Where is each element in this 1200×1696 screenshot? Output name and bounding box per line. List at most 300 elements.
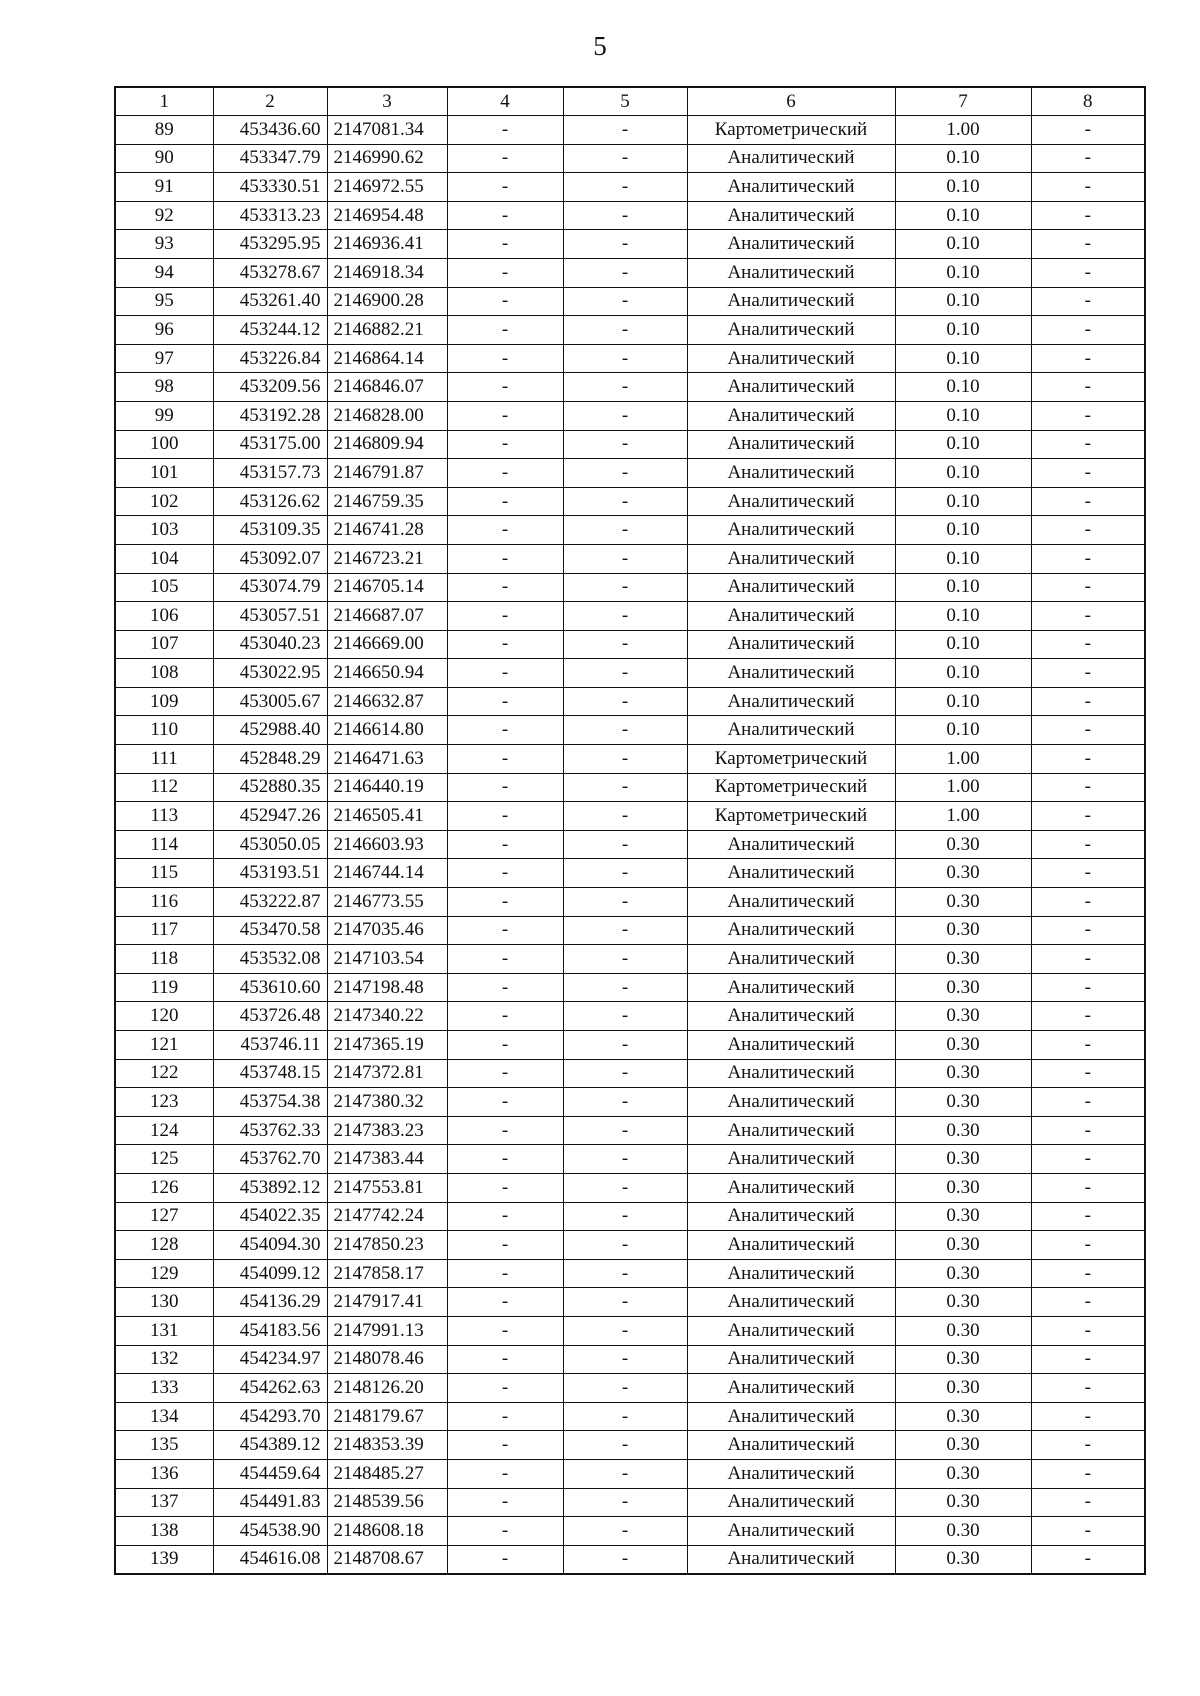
column-5-cell: - <box>563 1402 687 1431</box>
coordinate-y-cell: 2146828.00 <box>327 401 447 430</box>
coordinate-x-cell: 453330.51 <box>213 173 327 202</box>
column-5-cell: - <box>563 1116 687 1145</box>
table-row <box>115 1517 1145 1546</box>
coordinate-x-cell: 453175.00 <box>213 430 327 459</box>
accuracy-cell: 0.10 <box>895 344 1031 373</box>
point-number-cell: 100 <box>115 430 213 459</box>
coordinate-y-cell: 2146614.80 <box>327 716 447 745</box>
coordinate-x-cell: 454389.12 <box>213 1431 327 1460</box>
method-cell: Аналитический <box>687 1545 895 1574</box>
column-4-cell: - <box>447 1517 563 1546</box>
method-cell: Аналитический <box>687 201 895 230</box>
column-5-cell: - <box>563 1173 687 1202</box>
column-4-cell: - <box>447 859 563 888</box>
column-4-cell: - <box>447 430 563 459</box>
column-8-cell: - <box>1031 973 1145 1002</box>
table-row <box>115 1002 1145 1031</box>
table-row <box>115 516 1145 545</box>
table-row <box>115 945 1145 974</box>
coordinate-x-cell: 453278.67 <box>213 258 327 287</box>
method-cell: Аналитический <box>687 1059 895 1088</box>
column-4-cell: - <box>447 888 563 917</box>
column-4-cell: - <box>447 373 563 402</box>
coordinates-table <box>114 86 1146 1575</box>
accuracy-cell: 0.30 <box>895 888 1031 917</box>
accuracy-cell: 0.30 <box>895 1002 1031 1031</box>
column-5-cell: - <box>563 258 687 287</box>
coordinate-x-cell: 453074.79 <box>213 573 327 602</box>
coordinate-x-cell: 453748.15 <box>213 1059 327 1088</box>
column-8-cell: - <box>1031 544 1145 573</box>
method-cell: Аналитический <box>687 859 895 888</box>
column-4-cell: - <box>447 1459 563 1488</box>
column-8-cell: - <box>1031 1202 1145 1231</box>
table-row <box>115 802 1145 831</box>
table-row <box>115 430 1145 459</box>
column-8-cell: - <box>1031 1145 1145 1174</box>
accuracy-cell: 1.00 <box>895 116 1031 145</box>
table-row <box>115 230 1145 259</box>
accuracy-cell: 0.30 <box>895 1145 1031 1174</box>
method-cell: Аналитический <box>687 1116 895 1145</box>
point-number-cell: 138 <box>115 1517 213 1546</box>
column-header: 1 <box>115 87 213 116</box>
column-4-cell: - <box>447 1002 563 1031</box>
column-4-cell: - <box>447 516 563 545</box>
column-5-cell: - <box>563 1202 687 1231</box>
coordinate-y-cell: 2146440.19 <box>327 773 447 802</box>
coordinate-x-cell: 452848.29 <box>213 745 327 774</box>
coordinate-y-cell: 2147372.81 <box>327 1059 447 1088</box>
column-header: 7 <box>895 87 1031 116</box>
column-4-cell: - <box>447 1173 563 1202</box>
column-5-cell: - <box>563 1059 687 1088</box>
accuracy-cell: 0.10 <box>895 258 1031 287</box>
accuracy-cell: 0.10 <box>895 516 1031 545</box>
point-number-cell: 123 <box>115 1088 213 1117</box>
method-cell: Аналитический <box>687 1316 895 1345</box>
table-row <box>115 1459 1145 1488</box>
coordinate-y-cell: 2147380.32 <box>327 1088 447 1117</box>
column-4-cell: - <box>447 144 563 173</box>
table-row <box>115 830 1145 859</box>
table-row <box>115 973 1145 1002</box>
point-number-cell: 133 <box>115 1374 213 1403</box>
coordinate-y-cell: 2146918.34 <box>327 258 447 287</box>
point-number-cell: 122 <box>115 1059 213 1088</box>
column-4-cell: - <box>447 687 563 716</box>
column-8-cell: - <box>1031 1402 1145 1431</box>
table-row <box>115 1345 1145 1374</box>
accuracy-cell: 0.30 <box>895 1202 1031 1231</box>
column-4-cell: - <box>447 830 563 859</box>
coordinate-y-cell: 2146809.94 <box>327 430 447 459</box>
column-5-cell: - <box>563 116 687 145</box>
table-row <box>115 745 1145 774</box>
coordinate-y-cell: 2147365.19 <box>327 1031 447 1060</box>
accuracy-cell: 0.10 <box>895 173 1031 202</box>
column-4-cell: - <box>447 1431 563 1460</box>
column-8-cell: - <box>1031 1431 1145 1460</box>
method-cell: Аналитический <box>687 344 895 373</box>
coordinate-y-cell: 2148485.27 <box>327 1459 447 1488</box>
column-4-cell: - <box>447 459 563 488</box>
column-8-cell: - <box>1031 1059 1145 1088</box>
point-number-cell: 128 <box>115 1231 213 1260</box>
column-4-cell: - <box>447 602 563 631</box>
column-8-cell: - <box>1031 258 1145 287</box>
table-row <box>115 1145 1145 1174</box>
column-4-cell: - <box>447 745 563 774</box>
column-8-cell: - <box>1031 1002 1145 1031</box>
column-8-cell: - <box>1031 1173 1145 1202</box>
accuracy-cell: 1.00 <box>895 802 1031 831</box>
column-8-cell: - <box>1031 401 1145 430</box>
column-8-cell: - <box>1031 144 1145 173</box>
coordinate-x-cell: 453470.58 <box>213 916 327 945</box>
coordinate-y-cell: 2147858.17 <box>327 1259 447 1288</box>
method-cell: Аналитический <box>687 1259 895 1288</box>
method-cell: Аналитический <box>687 1517 895 1546</box>
method-cell: Аналитический <box>687 1202 895 1231</box>
method-cell: Аналитический <box>687 401 895 430</box>
accuracy-cell: 0.10 <box>895 401 1031 430</box>
table-row <box>115 773 1145 802</box>
column-5-cell: - <box>563 373 687 402</box>
accuracy-cell: 0.30 <box>895 1288 1031 1317</box>
column-8-cell: - <box>1031 230 1145 259</box>
point-number-cell: 136 <box>115 1459 213 1488</box>
column-8-cell: - <box>1031 1288 1145 1317</box>
coordinate-y-cell: 2146744.14 <box>327 859 447 888</box>
coordinate-x-cell: 453209.56 <box>213 373 327 402</box>
coordinate-x-cell: 454262.63 <box>213 1374 327 1403</box>
method-cell: Аналитический <box>687 602 895 631</box>
coordinate-x-cell: 454183.56 <box>213 1316 327 1345</box>
coordinate-x-cell: 453532.08 <box>213 945 327 974</box>
coordinate-x-cell: 453610.60 <box>213 973 327 1002</box>
accuracy-cell: 0.10 <box>895 630 1031 659</box>
point-number-cell: 112 <box>115 773 213 802</box>
column-4-cell: - <box>447 973 563 1002</box>
coordinate-x-cell: 453762.70 <box>213 1145 327 1174</box>
coordinate-x-cell: 453746.11 <box>213 1031 327 1060</box>
column-5-cell: - <box>563 287 687 316</box>
column-4-cell: - <box>447 659 563 688</box>
point-number-cell: 94 <box>115 258 213 287</box>
method-cell: Аналитический <box>687 1031 895 1060</box>
table-row <box>115 144 1145 173</box>
accuracy-cell: 0.10 <box>895 544 1031 573</box>
coordinate-y-cell: 2147742.24 <box>327 1202 447 1231</box>
coordinate-y-cell: 2146882.21 <box>327 316 447 345</box>
coordinate-y-cell: 2147081.34 <box>327 116 447 145</box>
coordinate-y-cell: 2146603.93 <box>327 830 447 859</box>
column-4-cell: - <box>447 716 563 745</box>
coordinate-x-cell: 453109.35 <box>213 516 327 545</box>
method-cell: Аналитический <box>687 544 895 573</box>
column-4-cell: - <box>447 1116 563 1145</box>
column-4-cell: - <box>447 945 563 974</box>
accuracy-cell: 0.30 <box>895 1259 1031 1288</box>
column-5-cell: - <box>563 1231 687 1260</box>
column-5-cell: - <box>563 1545 687 1574</box>
accuracy-cell: 0.10 <box>895 487 1031 516</box>
method-cell: Аналитический <box>687 1002 895 1031</box>
accuracy-cell: 0.30 <box>895 1374 1031 1403</box>
point-number-cell: 125 <box>115 1145 213 1174</box>
column-5-cell: - <box>563 973 687 1002</box>
column-8-cell: - <box>1031 1031 1145 1060</box>
column-8-cell: - <box>1031 802 1145 831</box>
table-row <box>115 1488 1145 1517</box>
column-5-cell: - <box>563 459 687 488</box>
column-5-cell: - <box>563 630 687 659</box>
method-cell: Аналитический <box>687 373 895 402</box>
coordinate-y-cell: 2146791.87 <box>327 459 447 488</box>
accuracy-cell: 0.30 <box>895 859 1031 888</box>
column-8-cell: - <box>1031 945 1145 974</box>
column-4-cell: - <box>447 116 563 145</box>
table-row <box>115 487 1145 516</box>
coordinate-x-cell: 453313.23 <box>213 201 327 230</box>
coordinate-y-cell: 2146687.07 <box>327 602 447 631</box>
point-number-cell: 120 <box>115 1002 213 1031</box>
coordinate-y-cell: 2148126.20 <box>327 1374 447 1403</box>
method-cell: Аналитический <box>687 659 895 688</box>
coordinate-y-cell: 2146723.21 <box>327 544 447 573</box>
table-row <box>115 1202 1145 1231</box>
method-cell: Аналитический <box>687 287 895 316</box>
table-row <box>115 258 1145 287</box>
column-5-cell: - <box>563 430 687 459</box>
method-cell: Аналитический <box>687 888 895 917</box>
table-row <box>115 859 1145 888</box>
method-cell: Аналитический <box>687 173 895 202</box>
accuracy-cell: 0.30 <box>895 1545 1031 1574</box>
table-row <box>115 1374 1145 1403</box>
column-8-cell: - <box>1031 1231 1145 1260</box>
point-number-cell: 127 <box>115 1202 213 1231</box>
table-row <box>115 344 1145 373</box>
coordinate-y-cell: 2146864.14 <box>327 344 447 373</box>
method-cell: Картометрический <box>687 773 895 802</box>
coordinate-y-cell: 2146936.41 <box>327 230 447 259</box>
coordinate-x-cell: 453244.12 <box>213 316 327 345</box>
coordinate-x-cell: 453022.95 <box>213 659 327 688</box>
accuracy-cell: 0.30 <box>895 1459 1031 1488</box>
method-cell: Аналитический <box>687 916 895 945</box>
table-row <box>115 1259 1145 1288</box>
point-number-cell: 116 <box>115 888 213 917</box>
point-number-cell: 109 <box>115 687 213 716</box>
method-cell: Аналитический <box>687 630 895 659</box>
column-4-cell: - <box>447 1402 563 1431</box>
column-5-cell: - <box>563 773 687 802</box>
point-number-cell: 102 <box>115 487 213 516</box>
coordinate-x-cell: 453222.87 <box>213 888 327 917</box>
accuracy-cell: 0.10 <box>895 602 1031 631</box>
coordinate-x-cell: 453192.28 <box>213 401 327 430</box>
column-5-cell: - <box>563 802 687 831</box>
table-row <box>115 1031 1145 1060</box>
accuracy-cell: 0.10 <box>895 373 1031 402</box>
coordinate-y-cell: 2147553.81 <box>327 1173 447 1202</box>
point-number-cell: 114 <box>115 830 213 859</box>
column-5-cell: - <box>563 316 687 345</box>
accuracy-cell: 0.10 <box>895 287 1031 316</box>
coordinate-y-cell: 2147198.48 <box>327 973 447 1002</box>
accuracy-cell: 0.30 <box>895 916 1031 945</box>
coordinate-y-cell: 2147917.41 <box>327 1288 447 1317</box>
column-8-cell: - <box>1031 602 1145 631</box>
column-5-cell: - <box>563 888 687 917</box>
column-5-cell: - <box>563 1031 687 1060</box>
column-4-cell: - <box>447 173 563 202</box>
accuracy-cell: 0.10 <box>895 144 1031 173</box>
coordinate-x-cell: 453762.33 <box>213 1116 327 1145</box>
accuracy-cell: 0.30 <box>895 945 1031 974</box>
coordinate-y-cell: 2146471.63 <box>327 745 447 774</box>
coordinate-x-cell: 453261.40 <box>213 287 327 316</box>
column-8-cell: - <box>1031 516 1145 545</box>
point-number-cell: 91 <box>115 173 213 202</box>
column-4-cell: - <box>447 1288 563 1317</box>
column-8-cell: - <box>1031 173 1145 202</box>
column-8-cell: - <box>1031 1116 1145 1145</box>
point-number-cell: 101 <box>115 459 213 488</box>
column-5-cell: - <box>563 602 687 631</box>
coordinate-y-cell: 2147850.23 <box>327 1231 447 1260</box>
accuracy-cell: 0.30 <box>895 1116 1031 1145</box>
method-cell: Аналитический <box>687 945 895 974</box>
method-cell: Аналитический <box>687 459 895 488</box>
method-cell: Аналитический <box>687 1488 895 1517</box>
table-row <box>115 1431 1145 1460</box>
coordinate-y-cell: 2146741.28 <box>327 516 447 545</box>
point-number-cell: 95 <box>115 287 213 316</box>
column-8-cell: - <box>1031 630 1145 659</box>
point-number-cell: 137 <box>115 1488 213 1517</box>
table-row <box>115 602 1145 631</box>
point-number-cell: 129 <box>115 1259 213 1288</box>
column-4-cell: - <box>447 1488 563 1517</box>
point-number-cell: 118 <box>115 945 213 974</box>
coordinate-y-cell: 2146954.48 <box>327 201 447 230</box>
accuracy-cell: 0.10 <box>895 430 1031 459</box>
coordinate-y-cell: 2148539.56 <box>327 1488 447 1517</box>
coordinate-y-cell: 2146669.00 <box>327 630 447 659</box>
accuracy-cell: 0.10 <box>895 573 1031 602</box>
column-5-cell: - <box>563 830 687 859</box>
accuracy-cell: 0.10 <box>895 230 1031 259</box>
column-5-cell: - <box>563 1459 687 1488</box>
point-number-cell: 110 <box>115 716 213 745</box>
column-4-cell: - <box>447 1345 563 1374</box>
table-row <box>115 1059 1145 1088</box>
method-cell: Аналитический <box>687 516 895 545</box>
column-4-cell: - <box>447 802 563 831</box>
column-4-cell: - <box>447 1545 563 1574</box>
column-4-cell: - <box>447 1031 563 1060</box>
table-row <box>115 888 1145 917</box>
method-cell: Аналитический <box>687 1345 895 1374</box>
column-5-cell: - <box>563 230 687 259</box>
column-4-cell: - <box>447 1088 563 1117</box>
coordinate-x-cell: 453040.23 <box>213 630 327 659</box>
column-8-cell: - <box>1031 888 1145 917</box>
column-8-cell: - <box>1031 287 1145 316</box>
column-header: 3 <box>327 87 447 116</box>
column-header: 8 <box>1031 87 1145 116</box>
table-row <box>115 373 1145 402</box>
column-8-cell: - <box>1031 1459 1145 1488</box>
method-cell: Картометрический <box>687 116 895 145</box>
table-row <box>115 316 1145 345</box>
column-5-cell: - <box>563 1145 687 1174</box>
point-number-cell: 113 <box>115 802 213 831</box>
table-row <box>115 116 1145 145</box>
column-4-cell: - <box>447 1202 563 1231</box>
accuracy-cell: 0.30 <box>895 1231 1031 1260</box>
column-4-cell: - <box>447 916 563 945</box>
column-4-cell: - <box>447 230 563 259</box>
coordinate-y-cell: 2146505.41 <box>327 802 447 831</box>
coordinate-y-cell: 2146972.55 <box>327 173 447 202</box>
accuracy-cell: 0.10 <box>895 459 1031 488</box>
table-row <box>115 716 1145 745</box>
point-number-cell: 107 <box>115 630 213 659</box>
table-row <box>115 1088 1145 1117</box>
accuracy-cell: 0.30 <box>895 1059 1031 1088</box>
column-8-cell: - <box>1031 430 1145 459</box>
table-row <box>115 1231 1145 1260</box>
column-8-cell: - <box>1031 116 1145 145</box>
column-4-cell: - <box>447 1374 563 1403</box>
column-5-cell: - <box>563 573 687 602</box>
accuracy-cell: 0.30 <box>895 830 1031 859</box>
point-number-cell: 106 <box>115 602 213 631</box>
accuracy-cell: 0.30 <box>895 1316 1031 1345</box>
coordinate-x-cell: 454459.64 <box>213 1459 327 1488</box>
method-cell: Аналитический <box>687 973 895 1002</box>
coordinate-y-cell: 2147340.22 <box>327 1002 447 1031</box>
method-cell: Аналитический <box>687 258 895 287</box>
column-8-cell: - <box>1031 316 1145 345</box>
coordinate-y-cell: 2147103.54 <box>327 945 447 974</box>
method-cell: Аналитический <box>687 1459 895 1488</box>
coordinate-x-cell: 454022.35 <box>213 1202 327 1231</box>
method-cell: Аналитический <box>687 316 895 345</box>
coordinate-y-cell: 2146846.07 <box>327 373 447 402</box>
column-4-cell: - <box>447 544 563 573</box>
coordinate-y-cell: 2147035.46 <box>327 916 447 945</box>
coordinate-y-cell: 2147383.23 <box>327 1116 447 1145</box>
column-8-cell: - <box>1031 459 1145 488</box>
point-number-cell: 98 <box>115 373 213 402</box>
coordinate-y-cell: 2146759.35 <box>327 487 447 516</box>
table-row <box>115 659 1145 688</box>
column-5-cell: - <box>563 1374 687 1403</box>
column-8-cell: - <box>1031 344 1145 373</box>
column-8-cell: - <box>1031 716 1145 745</box>
point-number-cell: 131 <box>115 1316 213 1345</box>
column-5-cell: - <box>563 916 687 945</box>
coordinate-x-cell: 452880.35 <box>213 773 327 802</box>
column-8-cell: - <box>1031 373 1145 402</box>
table-row <box>115 201 1145 230</box>
accuracy-cell: 0.10 <box>895 316 1031 345</box>
